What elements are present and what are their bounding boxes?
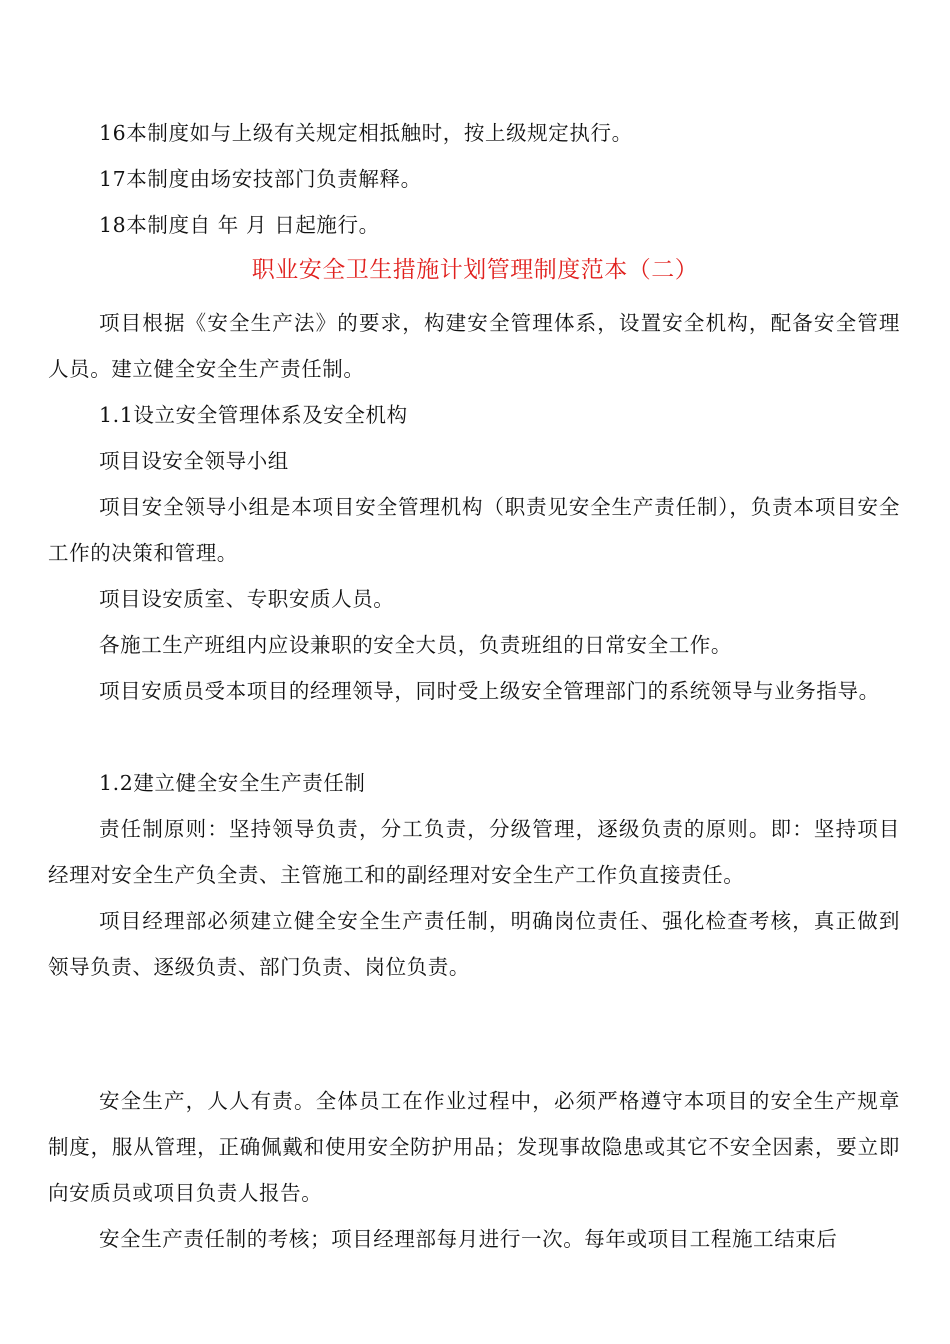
paragraph-dept-responsibility: 项目经理部必须建立健全安全生产责任制，明确岗位责任、强化检查考核，真正做到领导负责、逐级负责、部门负责、岗位负责。: [48, 909, 900, 979]
paragraph-everyone-responsible: 安全生产，人人有责。全体员工在作业过程中，必须严格遵守本项目的安全生产规章制度，服从管理，正确佩戴和使用安全防护用品；发现事故隐患或其它不安全因素，要立即向安质员或项目负责人报告。: [48, 1089, 900, 1205]
paragraph-team-safety: 各施工生产班组内应设兼职的安全大员，负责班组的日常安全工作。: [99, 633, 732, 657]
paragraph-article-17: 17本制度由场安技部门负责解释。: [99, 167, 422, 191]
paragraph-principle: 责任制原则：坚持领导负责，分工负责，分级管理，逐级负责的原则。即：坚持项目经理对安全生产负全责、主管施工和的副经理对安全生产工作负直接责任。: [48, 817, 900, 887]
section-heading-1-1: 1.1设立安全管理体系及安全机构: [99, 403, 408, 427]
paragraph-article-16: 16本制度如与上级有关规定相抵触时，按上级规定执行。: [99, 121, 633, 145]
paragraph-quality-staff: 项目安质员受本项目的经理领导，同时受上级安全管理部门的系统领导与业务指导。: [99, 679, 880, 703]
paragraph-assessment: 安全生产责任制的考核；项目经理部每月进行一次。每年或项目工程施工结束后: [99, 1227, 838, 1251]
section-heading-1-2: 1.2建立健全安全生产责任制: [99, 771, 366, 795]
paragraph-leader-group-desc: 项目安全领导小组是本项目安全管理机构（职责见安全生产责任制），负责本项目安全工作的决策和管理。: [48, 495, 900, 565]
paragraph-leader-group: 项目设安全领导小组: [99, 449, 289, 473]
paragraph-quality-room: 项目设安质室、专职安质人员。: [99, 587, 395, 611]
paragraph-article-18: 18本制度自 年 月 日起施行。: [99, 213, 380, 237]
paragraph-intro: 项目根据《安全生产法》的要求，构建安全管理体系，设置安全机构，配备安全管理人员。建立健全安全生产责任制。: [48, 311, 900, 381]
document-title: 职业安全卫生措施计划管理制度范本（二）: [251, 257, 699, 283]
